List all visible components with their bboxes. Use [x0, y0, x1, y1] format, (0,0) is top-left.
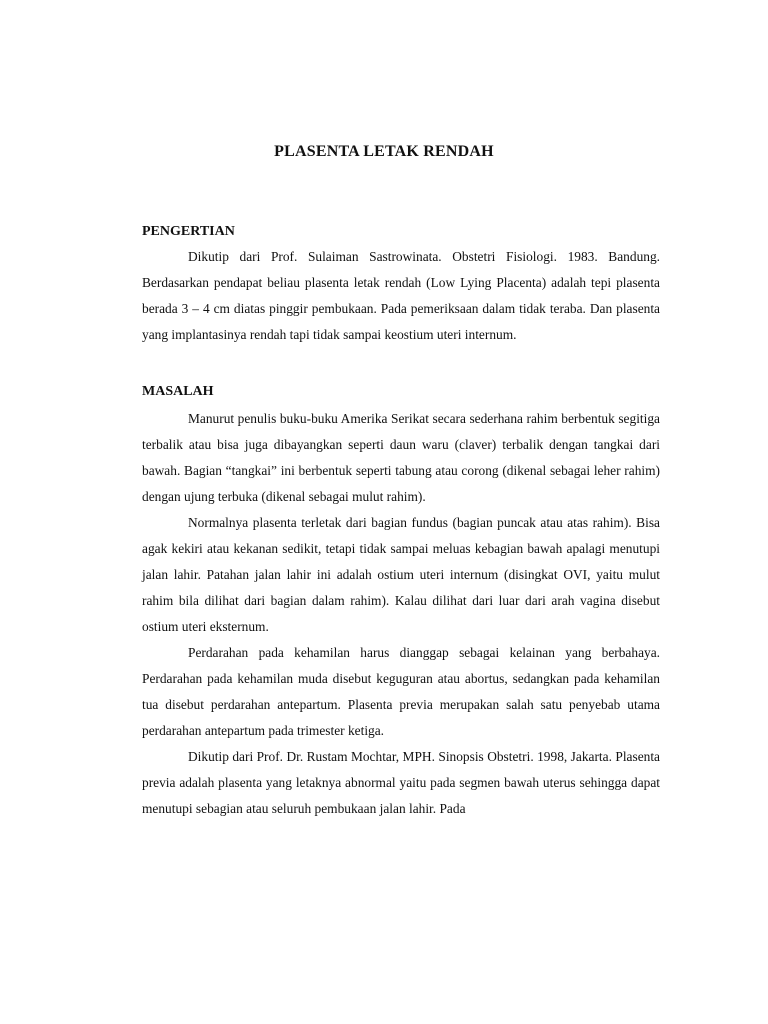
paragraph: Manurut penulis buku-buku Amerika Serikat secara sederhana rahim berbentuk segitiga terbalik atau bisa juga dibayangkan seperti daun waru (claver) terbalik dengan tangkai dari bawah. Bagian “tangkai” ini berbentuk seperti tabung atau corong (dikenal sebagai leher rahim) dengan ujung terbuka (dikenal sebagai mulut rahim). [142, 411, 660, 504]
section-heading: MASALAH [142, 384, 214, 399]
document-body [142, 222, 660, 822]
section-masalah [142, 382, 660, 822]
section-pengertian [142, 222, 660, 348]
paragraph: Dikutip dari Prof. Dr. Rustam Mochtar, MPH. Sinopsis Obstetri. 1998, Jakarta. Plasenta previa adalah plasenta yang letaknya abnormal yaitu pada segmen bawah uterus sehingga dapat menutupi sebagian atau seluruh pembukaan jalan lahir. Pada [142, 749, 660, 816]
section-heading: PENGERTIAN [142, 224, 235, 239]
document-title: PLASENTA LETAK RENDAH [274, 143, 494, 160]
paragraph: Dikutip dari Prof. Sulaiman Sastrowinata. Obstetri Fisiologi. 1983. Bandung. Berdasarkan pendapat beliau plasenta letak rendah (Low Lying Placenta) adalah tepi plasenta berada 3 – 4 cm diatas pinggir pembukaan. Pada pemeriksaan dalam tidak teraba. Dan plasenta yang implantasinya rendah tapi tidak sampai keostium uteri internum. [142, 249, 660, 342]
paragraph: Normalnya plasenta terletak dari bagian fundus (bagian puncak atau atas rahim). Bisa agak kekiri atau kekanan sedikit, tetapi tidak sampai meluas kebagian bawah apalagi menutupi jalan lahir. Patahan jalan lahir ini adalah ostium uteri internum (disingkat OVI, yaitu mulut rahim bila dilihat dari bagian dalam rahim). Kalau dilihat dari luar dari arah vagina disebut ostium uteri eksternum. [142, 515, 660, 634]
paragraph: Perdarahan pada kehamilan harus dianggap sebagai kelainan yang berbahaya. Perdarahan pada kehamilan muda disebut keguguran atau abortus, sedangkan pada kehamilan tua disebut perdarahan antepartum. Plasenta previa merupakan salah satu penyebab utama perdarahan antepartum pada trimester ketiga. [142, 645, 660, 738]
